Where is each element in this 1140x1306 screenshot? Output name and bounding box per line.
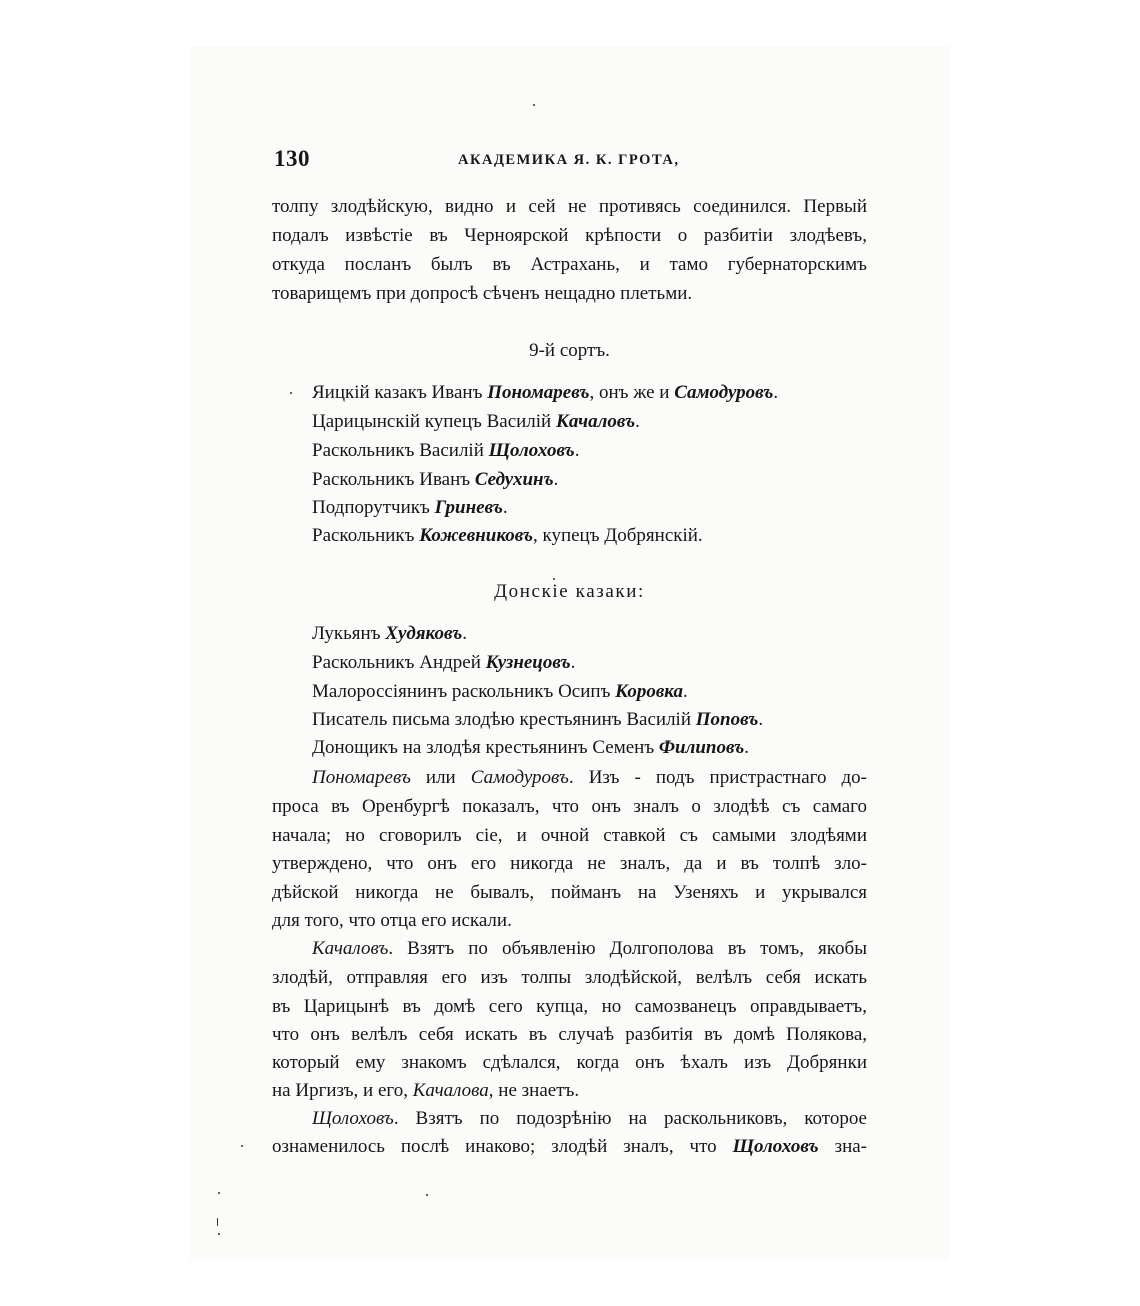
- text-line: товарищемъ при допросѣ сѣченъ нещадно плетьми.: [272, 283, 693, 304]
- surname: Седухинъ: [474, 469, 554, 490]
- entry-text: .: [682, 681, 688, 702]
- entry-text: .: [635, 411, 640, 432]
- text-line: [272, 1078, 867, 1104]
- surname: Худяковъ: [385, 623, 463, 644]
- text-line: злодѣй, отправляя его изъ толпы злодѣйской, велѣлъ себя искать: [272, 967, 867, 988]
- list-item: [312, 650, 867, 676]
- entry-text: Раскольникъ Андрей: [312, 652, 486, 673]
- text-line: подалъ извѣстіе въ Черноярской крѣпости о разбитіи злодѣевъ,: [272, 225, 867, 246]
- surname: Кожевниковъ: [419, 525, 533, 546]
- surname: Пономаревъ: [487, 382, 590, 403]
- list-item: [312, 735, 867, 761]
- section-heading: Донскіе казаки:: [494, 581, 645, 602]
- dust-speck: [218, 1192, 220, 1194]
- surname: Поповъ: [695, 709, 759, 730]
- list-item: [312, 380, 867, 406]
- text-line: начала; но сговорилъ сіе, и очной ставкой съ самыми злодѣями: [272, 825, 867, 846]
- entry-text: Донощикъ на злодѣя крестьянинъ Семенъ: [312, 737, 659, 758]
- surname: Щолоховъ: [312, 1108, 394, 1129]
- entry-text: , купецъ Добрянскій.: [532, 525, 703, 546]
- text-line: который ему знакомъ сдѣлался, когда онъ ѣхалъ изъ Добрянки: [272, 1052, 867, 1073]
- text-line: толпу злодѣйскую, видно и сей не противясь соединился. Первый: [272, 196, 867, 217]
- entry-text: .: [570, 652, 576, 673]
- entry-text: . Изъ - подъ пристрастнаго до-: [568, 767, 867, 788]
- entry-text: . Взятъ по объявленію Долгополова въ томъ, якобы: [388, 938, 867, 959]
- book-page: [272, 146, 867, 1157]
- entry-text: Раскольникъ Василій: [312, 440, 489, 461]
- surname: Качалова: [412, 1080, 489, 1101]
- surname: Пономаревъ: [312, 767, 411, 788]
- list-item: [312, 621, 867, 647]
- surname: Самодуровъ: [470, 767, 569, 788]
- dust-speck: [217, 1218, 218, 1226]
- text-line: [272, 1134, 867, 1160]
- text-line: утверждено, что онъ его никогда не зналъ, да и въ толпѣ зло-: [272, 853, 867, 874]
- page-header: [272, 146, 867, 176]
- text-line: для того, что отца его искали.: [272, 910, 512, 931]
- text-line: что онъ велѣлъ себя искать въ случаѣ разбитія въ домѣ Полякова,: [272, 1024, 867, 1045]
- list-item: [312, 523, 867, 549]
- text-line: откуда посланъ былъ въ Астрахань, и тамо губернаторскимъ: [272, 254, 867, 275]
- entry-text: Яицкій казакъ Иванъ: [312, 382, 488, 403]
- running-title: АКАДЕМИКА Я. К. ГРОТА,: [458, 152, 680, 168]
- page-number: 130: [274, 146, 310, 171]
- surname: Щолоховъ: [732, 1136, 819, 1157]
- entry-text: Писатель письма злодѣю крестьянинъ Василій: [312, 709, 696, 730]
- entry-text: .: [744, 737, 749, 758]
- entry-text: .: [553, 469, 559, 490]
- entry-text: Раскольникъ Иванъ: [312, 469, 475, 490]
- list-item: [312, 495, 867, 521]
- surname: Щолоховъ: [488, 440, 575, 461]
- list-item: [312, 409, 867, 435]
- surname: Гриневъ: [434, 497, 503, 518]
- text-line: проса въ Оренбургѣ показалъ, что онъ зналъ о злодѣѣ съ самаго: [272, 796, 867, 817]
- section-heading: 9-й сортъ.: [529, 340, 610, 361]
- dust-speck: [218, 1233, 220, 1235]
- entry-text: . Взятъ по подозрѣнію на раскольниковъ, которое: [393, 1108, 867, 1129]
- entry-text: .: [758, 709, 764, 730]
- paragraph-first-line: [312, 936, 867, 962]
- list-item: [312, 707, 867, 733]
- surname: Коровка: [615, 681, 683, 702]
- entry-text: , не знаетъ.: [488, 1080, 580, 1101]
- entry-text: , онъ же и: [589, 382, 675, 403]
- entry-text: Раскольникъ: [312, 525, 420, 546]
- list-item: [312, 679, 867, 705]
- surname: Кузнецовъ: [485, 652, 571, 673]
- entry-text: ознаменилось послѣ инаково; злодѣй зналъ, что: [272, 1136, 733, 1157]
- entry-text: зна-: [818, 1136, 867, 1157]
- dust-speck: [426, 1194, 428, 1196]
- entry-text: Малороссіянинъ раскольникъ Осипъ: [312, 681, 616, 702]
- entry-text: на Иргизъ, и его,: [272, 1080, 413, 1101]
- entry-text: .: [574, 440, 580, 461]
- text-line: дѣйской никогда не бывалъ, пойманъ на Узеняхъ и укрывался: [272, 882, 867, 903]
- entry-text: или: [410, 767, 471, 788]
- paragraph-first-line: [312, 765, 867, 791]
- dust-speck: [241, 1145, 243, 1147]
- list-item: [312, 438, 867, 464]
- entry-text: .: [773, 382, 779, 403]
- entry-text: Лукьянъ: [312, 623, 386, 644]
- entry-text: Подпорутчикъ: [312, 497, 435, 518]
- surname: Качаловъ: [555, 411, 636, 432]
- surname: Качаловъ: [312, 938, 389, 959]
- surname: Филиповъ: [658, 737, 745, 758]
- dust-speck: [290, 392, 292, 394]
- entry-text: .: [502, 497, 508, 518]
- entry-text: .: [462, 623, 467, 644]
- surname: Самодуровъ: [674, 382, 774, 403]
- paragraph-first-line: [312, 1106, 867, 1132]
- dust-speck: [533, 104, 535, 106]
- entry-text: Царицынскій купецъ Василій: [312, 411, 556, 432]
- text-line: въ Царицынѣ въ домѣ сего купца, но самозванецъ оправдываетъ,: [272, 996, 867, 1017]
- list-item: [312, 467, 867, 493]
